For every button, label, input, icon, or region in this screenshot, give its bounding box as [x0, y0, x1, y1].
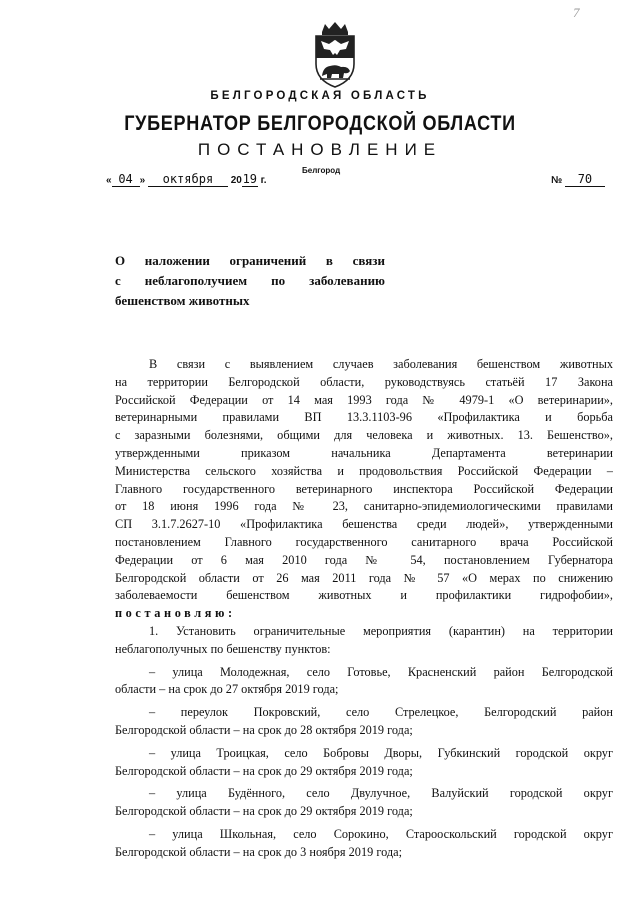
title-line: с неблагополучием по заболеванию: [115, 273, 385, 288]
title-line: О наложении ограничений в связи: [115, 253, 385, 268]
body-line: ветеринарными правилами ВП 13.3.1103-96 «Профилактика и борьба: [115, 410, 613, 425]
body-line: Министерства сельского хозяйства и продовольствия Российской Федерации –: [115, 463, 613, 478]
list-item-cont: Белгородской области – на срок до 29 октября 2019 года;: [115, 763, 413, 778]
body-line: постановлением Главного государственного санитарного врача Российской: [115, 534, 613, 549]
list-item-cont: Белгородской области – на срок до 28 октября 2019 года;: [115, 722, 413, 737]
city-name: Белгород: [302, 166, 341, 175]
document-type: ПОСТАНОВЛЕНИЕ: [197, 140, 443, 159]
body-line: с заразными болезнями, общими для человека и животных. 13. Бешенство»,: [115, 428, 613, 443]
list-item: – переулок Покровский, село Стрелецкое, Белгородский район: [149, 705, 613, 720]
list-item-cont: Белгородской области – на срок до 3 ноября 2019 года;: [115, 844, 402, 859]
number-label: №: [551, 175, 563, 186]
date-open-quote: «: [106, 175, 112, 186]
body-line: от 18 июня 1996 года № 23, санитарно-эпидемиологическими правилами: [115, 499, 613, 514]
date-year: 19: [242, 172, 258, 186]
body-line: Федерации от 6 мая 2010 года № 54, постановлением Губернатора: [115, 552, 613, 567]
date-year-prefix: 20: [230, 175, 242, 186]
belgorod-coat-of-arms-icon: [308, 22, 362, 88]
body-line: на территории Белгородской области, руководствуясь статьёй 17 Закона: [115, 374, 613, 389]
decree-title: [115, 251, 385, 311]
list-item: – улица Будённого, село Двулучное, Валуйский городской округ: [149, 786, 613, 801]
document-date: [106, 172, 267, 187]
clause-1: 1. Установить ограничительные мероприятия (карантин) на территории: [149, 623, 613, 638]
governor-title: ГУБЕРНАТОР БЕЛГОРОДСКОЙ ОБЛАСТИ: [124, 112, 516, 135]
decree-verb: постановляю:: [115, 606, 236, 621]
page-number-mark: 7: [573, 5, 580, 20]
date-month: октября: [148, 172, 228, 187]
body-line: заболеваемости бешенством животных и профилактики гидрофобии»,: [115, 588, 613, 603]
body-line: Главного государственного ветеринарного инспектора Российской Федерации: [115, 481, 613, 496]
body-line: В связи с выявлением случаев заболевания бешенством животных: [149, 357, 613, 371]
body-line: СП 3.1.7.2627-10 «Профилактика бешенства среди людей», утвержденными: [115, 517, 613, 532]
document-number: [551, 172, 605, 187]
number-value: 70: [565, 172, 605, 187]
date-close-quote: »: [139, 175, 146, 186]
date-year-label: г.: [260, 175, 267, 186]
body-line: Российской Федерации от 14 мая 1993 года № 4979-1 «О ветеринарии»,: [115, 392, 613, 407]
list-item: – улица Школьная, село Сорокино, Старооскольский городской округ: [149, 826, 613, 841]
region-name: БЕЛГОРОДСКАЯ ОБЛАСТЬ: [210, 90, 430, 102]
decree-body: [115, 356, 613, 862]
date-day: 04: [112, 172, 140, 187]
body-line: утвержденными приказом начальника Департамента ветеринарии: [115, 445, 613, 460]
list-item-cont: области – на срок до 27 октября 2019 года;: [115, 682, 339, 697]
body-line: неблагополучных по бешенству пунктов:: [115, 641, 331, 656]
body-line: Белгородской области от 26 мая 2011 года № 57 «О мерах по снижению: [115, 570, 613, 585]
title-line: бешенством животных: [115, 293, 250, 308]
list-item: – улица Троицкая, село Бобровы Дворы, Губкинский городской округ: [149, 745, 613, 760]
list-item-cont: Белгородской области – на срок до 29 октября 2019 года;: [115, 804, 413, 819]
list-item: – улица Молодежная, село Готовье, Красненский район Белгородской: [149, 664, 613, 679]
